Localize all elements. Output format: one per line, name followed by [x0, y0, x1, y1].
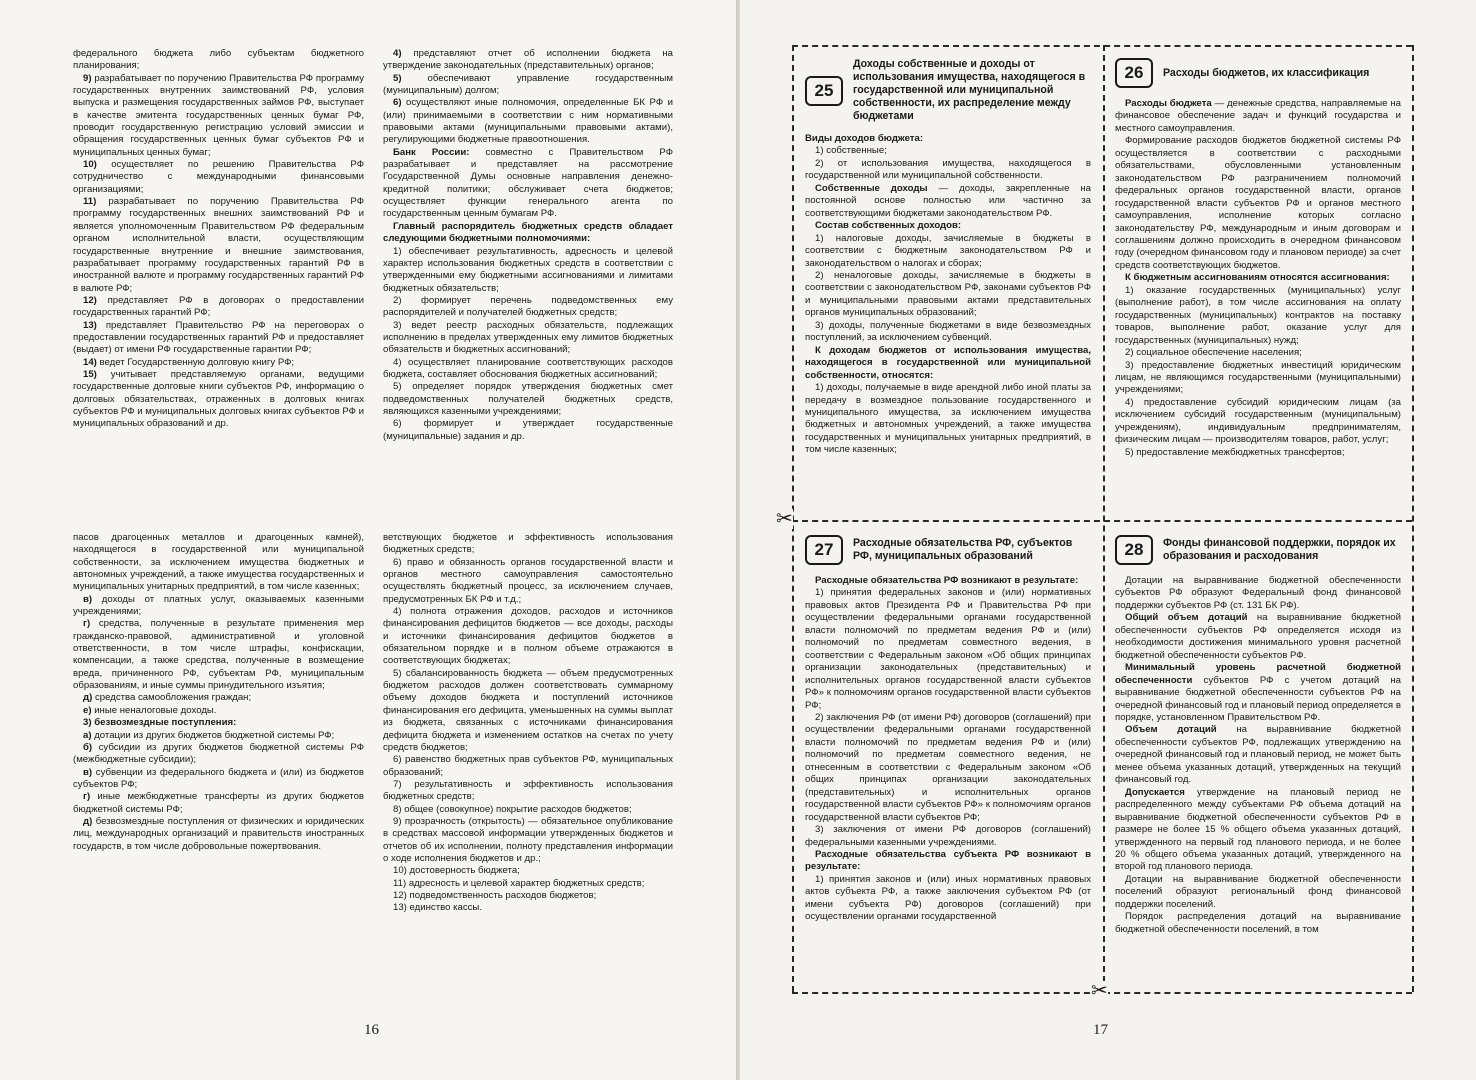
paragraph — [805, 712, 1091, 824]
card-title: Фонды финансовой поддержки, порядок их образования и расходования — [1163, 537, 1396, 562]
paragraph — [73, 816, 364, 853]
paragraph — [73, 618, 364, 692]
text-column — [73, 48, 364, 510]
page-16 — [0, 0, 736, 1080]
paragraph — [805, 345, 1091, 382]
paragraph — [73, 594, 364, 619]
paragraph — [383, 668, 673, 754]
paragraph — [383, 878, 673, 890]
paragraph-text: 13) единство кассы. — [393, 902, 482, 914]
card-body — [1115, 98, 1401, 459]
paragraph — [1115, 272, 1401, 284]
paragraph — [73, 767, 364, 792]
bold-lead: в) — [83, 766, 93, 778]
paragraph — [1115, 98, 1401, 135]
paragraph-text: обеспечивают управление государственным (муниципальным) долгом; — [383, 72, 673, 97]
bold-lead: д) — [83, 692, 93, 704]
paragraph — [805, 382, 1091, 457]
paragraph-text: 3) заключения от имени РФ договоров (соглашений) федеральными казенными учреждениями. — [805, 824, 1091, 848]
paragraph-text: субсидии из других бюджетов бюджетной системы РФ (межбюджетные субсидии); — [73, 741, 364, 766]
paragraph — [805, 575, 1091, 587]
page-number: 16 — [364, 1022, 379, 1038]
paragraph-text: субвенции из федерального бюджета и (или) из бюджетов субъектов РФ; — [73, 766, 364, 790]
card-25 — [805, 58, 1091, 510]
paragraph — [383, 320, 673, 357]
card-27 — [805, 535, 1091, 987]
paragraph — [1115, 135, 1401, 272]
scissors-icon: ✂ — [776, 508, 793, 530]
paragraph-text: Дотации на выравнивание бюджетной обеспеченности субъектов РФ образуют Федеральный фонд финансовой поддержки субъектов РФ (ст. 131 БК РФ). — [1115, 575, 1401, 611]
paragraph-text: осуществляют иные полномочия, определенные БК РФ и (или) принимаемыми в соответствии с ним нормативными правовыми актами (муниципальными правовыми актами), регулирующими бюджетные правоотношения. — [383, 97, 673, 146]
paragraph-text: совместно с Правительством РФ разрабатывает и представляет на рассмотрение Государственной Думы основные направления денежно-кредитной политики; обслуживает счета бюджетов; осуществляет функции генерального агента по государственным ценным бумагам РФ. — [383, 146, 673, 220]
bold-lead: 15) — [83, 368, 97, 380]
paragraph — [805, 183, 1091, 220]
paragraph — [383, 902, 673, 914]
paragraph — [73, 196, 364, 295]
paragraph — [383, 381, 673, 418]
paragraph — [383, 816, 673, 865]
paragraph-text: учитывает представляемую органами, ведущими государственные долговые книги субъектов РФ, информацию о долговых обязательствах, отраженных в долговых книгах субъектов РФ и муниципальных долговых книгах субъектов РФ и муниципальных образований и др. — [73, 368, 364, 430]
paragraph — [805, 320, 1091, 345]
paragraph — [73, 791, 364, 816]
paragraph-text: — денежные средства, направляемые на финансовое обеспечение задач и функций государства и местного самоуправления. — [1115, 98, 1401, 134]
paragraph — [805, 587, 1091, 712]
paragraph — [1115, 285, 1401, 347]
paragraph-text: 8) общее (совокупное) покрытие расходов бюджетов; — [393, 803, 632, 815]
paragraph-text: 12) подведомственность расходов бюджетов; — [393, 889, 597, 901]
bold-lead: г) — [83, 791, 91, 803]
paragraph — [805, 145, 1091, 157]
scissors-icon: ✂ — [1091, 980, 1108, 1002]
paragraph — [73, 48, 364, 73]
paragraph — [73, 742, 364, 767]
paragraph — [805, 824, 1091, 849]
page-number: 17 — [1093, 1022, 1108, 1038]
bold-lead: 13) — [83, 319, 97, 331]
paragraph-text: разрабатывает по поручению Правительства РФ программу государственных внутренних заимствований РФ, условия выпуска и размещения государственных займов РФ, выступает в качестве эмитента государственных ценных бумаг РФ, проводит государственную регистрацию условий эмиссии и обращения государственных ценных бумаг субъектов РФ и муниципальных ценных бумаг; — [73, 72, 364, 158]
paragraph — [383, 779, 673, 804]
paragraph — [73, 692, 364, 704]
bold-lead: 12) — [83, 294, 97, 306]
paragraph-text: ведет Государственную долговую книгу РФ; — [96, 356, 295, 368]
card-number: 27 — [805, 535, 843, 565]
paragraph-text: иные межбюджетные трансферты из других бюджетов бюджетной системы РФ; — [73, 791, 364, 815]
bold-lead: Объем дотаций — [1125, 724, 1217, 736]
paragraph — [1115, 662, 1401, 724]
paragraph-text: иные неналоговые доходы. — [91, 704, 217, 716]
paragraph-text: 3) предоставление бюджетных инвестиций юридическим лицам, не являющимся государственными (муниципальными) учреждениями; — [1115, 359, 1401, 396]
paragraph-text: 9) прозрачность (открытость) — обязательное опубликование в средствах массовой информации утвержденных бюджетов и отчетов об их исполнении, полноту представления информации о ходе исполнения бюджетов и др.; — [383, 815, 673, 864]
paragraph — [805, 270, 1091, 320]
paragraph — [383, 532, 673, 557]
bold-lead: д) — [83, 815, 93, 827]
bold-lead: Банк России: — [393, 146, 470, 158]
paragraph — [383, 147, 673, 221]
card-title: Расходные обязательства РФ, субъектов РФ, муниципальных образований — [853, 537, 1073, 562]
bold-lead: 11) — [83, 196, 97, 208]
paragraph-text: Формирование расходов бюджетов бюджетной системы РФ осуществляется в соответствии с расходными обязательствами, обусловленными установленным законодательством РФ разграничением полномочий федеральных органов государственной власти, органов государственной власти субъектов РФ и органов местного самоуправления, исполнение которых согласно законодательству РФ, международным и иным договорам и соглашениям должно происходить в очередном финансовом году (очередном финансовом году и плановом периоде) за счет средств соответствующих бюджетов. — [1115, 135, 1401, 271]
paragraph — [1115, 360, 1401, 397]
paragraph-text: пасов драгоценных металлов и драгоценных камней), находящегося в государственной или муниципальной собственности, за исключением имущества бюджетных и автономных учреждений, а также имущества государственных и муниципальных унитарных предприятий, в том числе казенных; — [73, 532, 364, 593]
paragraph — [1115, 397, 1401, 447]
card-28 — [1115, 535, 1401, 987]
bold-lead: Минимальный уровень расчетной бюджетной обеспеченности — [1115, 662, 1401, 686]
card-body — [805, 575, 1091, 924]
paragraph — [1115, 874, 1401, 911]
paragraph-text: дотации из других бюджетов бюджетной системы РФ; — [91, 729, 335, 741]
paragraph — [1115, 347, 1401, 359]
bold-lead: Расходные обязательства субъекта РФ возникают в результате: — [805, 848, 1091, 873]
paragraph-text: представляет Правительство РФ на переговорах о предоставлении государственных гарантий РФ и предоставляет (выдает) от имени РФ государственные гарантии РФ; — [73, 319, 364, 356]
paragraph — [1115, 612, 1401, 662]
bold-lead: Виды доходов бюджета: — [805, 133, 924, 144]
card-body — [805, 133, 1091, 457]
bold-lead: б) — [83, 741, 93, 753]
paragraph — [1115, 911, 1401, 936]
paragraph — [805, 220, 1091, 232]
card-title: Расходы бюджетов, их классификация — [1163, 66, 1370, 79]
paragraph — [73, 320, 364, 357]
paragraph — [383, 606, 673, 668]
paragraph — [1115, 724, 1401, 786]
paragraph-text: субъектов РФ с учетом дотаций на выравнивание бюджетной обеспеченности субъектов РФ на очередной финансовый год и плановый период определяется в порядке, установленном Правительством РФ. — [1115, 674, 1401, 723]
cut-line — [792, 520, 1412, 522]
paragraph — [383, 865, 673, 877]
paragraph — [73, 295, 364, 320]
paragraph — [73, 705, 364, 717]
card-number: 28 — [1115, 535, 1153, 565]
paragraph — [73, 730, 364, 742]
paragraph — [383, 754, 673, 779]
paragraph-text: 5) сбалансированность бюджета — объем предусмотренных бюджетом расходов должен соответствовать суммарному объему доходов бюджета и поступлений источников финансирования его дефицита, уменьшенных на суммы выплат из бюджета, связанных с источниками финансирования дефицита бюджета и изменением остатков на счетах по учету средств бюджетов; — [383, 667, 673, 753]
paragraph — [805, 158, 1091, 183]
paragraph — [1115, 447, 1401, 459]
cut-line — [1412, 45, 1414, 992]
paragraph — [383, 246, 673, 295]
paragraph-text: представляют отчет об исполнении бюджета на утверждение законодательных (представительных) органов; — [383, 48, 673, 72]
text-column — [383, 532, 673, 964]
card-header — [805, 535, 1091, 565]
paragraph — [805, 233, 1091, 270]
paragraph-text: представляет РФ в договорах о предоставлении государственных гарантий РФ; — [73, 294, 364, 319]
bold-lead: в) — [83, 593, 93, 605]
paragraph-text: 2) неналоговые доходы, зачисляемые в бюджеты в соответствии с законодательством РФ, законами субъектов РФ и муниципальными правовыми актами представительных органов муниципальных образований; — [805, 269, 1091, 319]
paragraph-text: 7) результативность и эффективность использования бюджетных средств; — [383, 778, 673, 803]
paragraph — [73, 159, 364, 196]
paragraph-text: на выравнивание бюджетной обеспеченности субъектов РФ, подлежащих утверждению на очередной финансовый год и плановый период, не может быть менее объема указанных дотаций, утвержденных на текущий финансовый год. — [1115, 724, 1401, 786]
paragraph-text: 1) принятия федеральных законов и (или) нормативных правовых актов Президента РФ и Правительства РФ при осуществлении федеральными органами государственной власти полномочий по предметам ведения РФ и (или) полномочий по предметам совместного ведения, в соответствии с Федеральным законом «Об общих принципах организации законодательных (представительных) и исполнительных органов государственной власти субъектов РФ» к полномочиям органов государственной власти субъектов РФ; — [805, 587, 1091, 711]
paragraph — [383, 890, 673, 902]
bold-lead: Расходные обязательства РФ возникают в результате: — [815, 575, 1079, 586]
paragraph-text: 1) обеспечивает результативность, адресность и целевой характер использования бюджетных средств в соответствии с утвержденными ему бюджетными ассигнованиями и лимитами бюджетных обязательств; — [383, 245, 673, 294]
paragraph-text: Порядок распределения дотаций на выравнивание бюджетной обеспеченности поселений, в том — [1115, 911, 1401, 935]
bold-lead: 6) — [393, 97, 402, 109]
paragraph-text: 1) оказание государственных (муниципальных) услуг (выполнение работ), в том числе ассигнования на оплату государственных (муниципальных) контрактов на поставку товаров, выполнение работ, оказание услуг для государственных (муниципальных) нужд; — [1115, 284, 1401, 346]
card-body — [1115, 575, 1401, 936]
bold-lead: Допускается — [1125, 786, 1185, 798]
bold-lead: 3) безвозмездные поступления: — [83, 717, 237, 729]
paragraph-text: 1) собственные; — [815, 145, 887, 157]
paragraph-text: 2) заключения РФ (от имени РФ) договоров (соглашений) при осуществлении федеральными органами государственной власти полномочий по предметам ведения РФ и (или) полномочий по предметам совместного ведения, не отнесенным в соответствии с Федеральным законом «Об общих принципах организации законодательных (представительных) и исполнительных органов государственной власти субъектов РФ» к полномочиям органов государственной власти субъектов РФ; — [805, 711, 1091, 823]
paragraph — [805, 133, 1091, 145]
paragraph — [383, 418, 673, 443]
paragraph — [383, 804, 673, 816]
text-column — [73, 532, 364, 932]
paragraph-text: 4) полнота отражения доходов, расходов и источников финансирования дефицитов бюджетов — все доходы, расходы и источники финансирования дефицитов бюджетов в обязательном порядке и в полном объеме отражаются в соответствующих бюджетах; — [383, 606, 673, 667]
paragraph — [73, 369, 364, 431]
card-title: Доходы собственные и доходы от использования имущества, находящегося в государственной или муниципальной собственности, их распределение между бюджетами — [853, 58, 1086, 122]
bold-lead: К доходам бюджетов от использования имущества, находящегося в государственной или муниципальной собственности, относятся: — [805, 344, 1091, 381]
cut-line — [1103, 45, 1105, 992]
paragraph-text: 1) доходы, получаемые в виде арендной либо иной платы за передачу в возмездное пользование государственного и муниципального имущества, за исключением имущества бюджетных и автономных учреждений, а также имущества государственных и муниципальных унитарных предприятий, в том числе казенных; — [805, 382, 1091, 456]
paragraph-text: 2) от использования имущества, находящегося в государственной или муниципальной собственности. — [805, 157, 1091, 182]
paragraph-text: 2) социальное обеспечение населения; — [1125, 347, 1302, 359]
bold-lead: 9) — [83, 72, 92, 84]
paragraph — [383, 221, 673, 246]
paragraph-text: Дотации на выравнивание бюджетной обеспеченности поселений образуют региональный фонд финансовой поддержки поселений. — [1115, 873, 1401, 910]
paragraph — [383, 48, 673, 73]
paragraph-text: 2) формирует перечень подведомственных ему распорядителей и получателей бюджетных средств; — [383, 294, 673, 319]
paragraph-text: 3) ведет реестр расходных обязательств, подлежащих исполнению в пределах утвержденных ему лимитов бюджетных обязательств и бюджетных ассигнований; — [383, 319, 673, 356]
card-number: 26 — [1115, 58, 1153, 88]
card-number: 25 — [805, 76, 843, 106]
paragraph — [383, 295, 673, 320]
bold-lead: 4) — [393, 48, 402, 59]
paragraph — [73, 532, 364, 594]
paragraph-text: средства самообложения граждан; — [92, 692, 252, 704]
paragraph-text: ветствующих бюджетов и эффективность использования бюджетных средств; — [383, 532, 673, 556]
paragraph-text: 6) формирует и утверждает государственные (муниципальные) задания и др. — [383, 418, 673, 442]
paragraph-text: 4) осуществляет планирование соответствующих расходов бюджета, составляет обоснования бюджетных ассигнований; — [383, 356, 673, 380]
paragraph-text: на выравнивание бюджетной обеспеченности субъектов РФ определяется исходя из необходимости достижения минимального уровня расчетной бюджетной обеспеченности субъектов РФ. — [1115, 612, 1401, 661]
bold-lead: г) — [83, 618, 91, 630]
paragraph — [383, 73, 673, 98]
bold-lead: 5) — [393, 72, 402, 84]
paragraph-text: 5) определяет порядок утверждения бюджетных смет подведомственных получателей бюджетных средств, являющихся казенными учреждениями; — [383, 381, 673, 417]
paragraph-text: 1) принятия законов и (или) иных нормативных правовых актов субъекта РФ, а также заключения субъектом РФ (от имени субъекта РФ) договоров (соглашений) при осуществлении органами государственной — [805, 873, 1091, 923]
text-column — [383, 48, 673, 514]
paragraph-text: 1) налоговые доходы, зачисляемые в бюджеты в соответствии с бюджетным законодательством РФ и законодательством о налогах и сборах; — [805, 232, 1091, 269]
card-header — [1115, 58, 1401, 88]
paragraph-text: доходы от платных услуг, оказываемых казенными учреждениями; — [73, 593, 364, 618]
paragraph-text: средства, полученные в результате применения мер гражданско-правовой, административной и уголовной ответственности, в том числе штрафы, конфискации, компенсации, а также средства, полученные в возмещение вреда, причиненного РФ, субъектам РФ, муниципальным образованиям, и иные суммы принудительного изъятия; — [73, 618, 364, 692]
bold-lead: Состав собственных доходов: — [815, 220, 962, 232]
bold-lead: 10) — [83, 159, 97, 171]
paragraph — [383, 357, 673, 382]
paragraph — [73, 717, 364, 729]
paragraph — [805, 849, 1091, 874]
card-header — [1115, 535, 1401, 565]
cut-line — [792, 45, 1412, 47]
page-17 — [740, 0, 1476, 1080]
paragraph — [73, 73, 364, 159]
paragraph-text: 3) доходы, полученные бюджетами в виде безвозмездных поступлений, за исключением субвенций. — [805, 319, 1091, 344]
bold-lead: 14) — [83, 356, 97, 368]
paragraph — [383, 97, 673, 146]
card-26 — [1115, 58, 1401, 510]
paragraph — [1115, 575, 1401, 612]
paragraph-text: утверждение на плановый период не распределенного между субъектами РФ объема дотаций на выравнивание бюджетной обеспеченности субъектов РФ в размере не более 15 % общего объема указанных дотаций, утвержденного на первый год планового периода, и не более 20 % общего объема указанных дотаций, утвержденного на второй год планового периода. — [1115, 786, 1401, 873]
paragraph-text: безвозмездные поступления от физических и юридических лиц, международных организаций и правительств иностранных государств, в том числе добровольные пожертвования. — [73, 815, 364, 852]
bold-lead: а) — [83, 729, 92, 741]
paragraph-text: 6) право и обязанность органов государственной власти и органов местного самоуправления самостоятельно осуществлять бюджетный процесс, за исключением случаев, предусмотренных БК РФ и т.д.; — [383, 556, 673, 605]
paragraph-text: 10) достоверность бюджета; — [393, 865, 520, 877]
bold-lead: Общий объем дотаций — [1125, 612, 1248, 624]
bold-lead: К бюджетным ассигнованиям относятся ассигнования: — [1125, 272, 1390, 284]
paragraph-text: 6) равенство бюджетных прав субъектов РФ, муниципальных образований; — [383, 754, 673, 778]
paragraph-text: 5) предоставление межбюджетных трансфертов; — [1125, 446, 1345, 458]
paragraph-text: осуществляет по решению Правительства РФ сотрудничество с международными финансовыми организациями; — [73, 159, 364, 195]
bold-lead: Собственные доходы — [815, 182, 928, 194]
paragraph — [383, 557, 673, 606]
paragraph — [73, 357, 364, 369]
bold-lead: е) — [83, 704, 92, 716]
bold-lead: Расходы бюджета — [1125, 98, 1212, 109]
card-header — [805, 58, 1091, 123]
paragraph — [805, 874, 1091, 924]
paragraph-text: федерального бюджета либо субъектам бюджетного планирования; — [73, 48, 364, 72]
paragraph-text: — доходы, закрепленные на постоянной основе полностью или частично за соответствующими бюджетами законодательством РФ. — [805, 182, 1091, 219]
paragraph-text: разрабатывает по поручению Правительства РФ программу государственных внешних заимствований РФ и является уполномоченным Правительством РФ федеральным органом исполнительной власти, осуществляющим государственные внутренние и внешние заимствования, разрабатывает программу государственных гарантий РФ в иностранной валюте и программу государственных гарантий РФ в валюте РФ; — [73, 196, 364, 294]
paragraph — [1115, 787, 1401, 874]
paragraph-text: 11) адресность и целевой характер бюджетных средств; — [393, 877, 645, 889]
paragraph-text: 4) предоставление субсидий юридическим лицам (за исключением субсидий государственным (муниципальным) учреждениям), индивидуальным предпринимателям, физическим лицам — производителям товаров, работ, услуг; — [1115, 396, 1401, 446]
bold-lead: Главный распорядитель бюджетных средств обладает следующими бюджетными полномочиями: — [383, 220, 673, 245]
